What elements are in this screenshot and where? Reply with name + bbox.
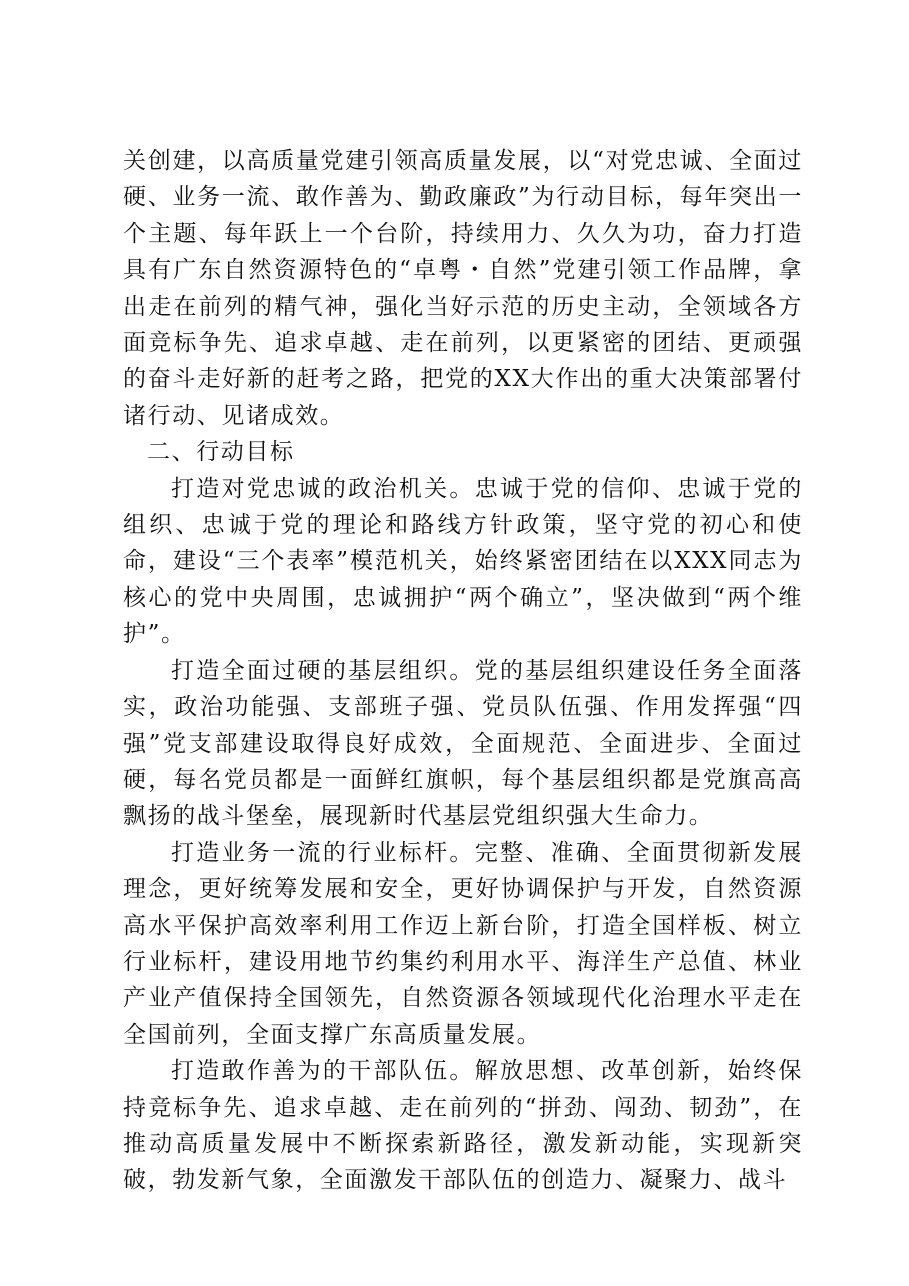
paragraph-industry-benchmark: 打造业务一流的行业标杆。完整、准确、全面贯彻新发展理念，更好统筹发展和安全，更好协调保护与开发，自然资源高水平保护高效率利用工作迈上新台阶，打造全国样板、树立行业标杆，建设用地节约集约利用水平、海洋生产总值、林业产业产值保持全国领先，自然资源各领域现代化治理水平走在全国前列，全面支撑广东高质量发展。 — [123, 839, 803, 1048]
paragraph-intro-continuation: 关创建，以高质量党建引领高质量发展，以“对党忠诚、全面过硬、业务一流、敢作善为、勤政廉政”为行动目标，每年突出一个主题、每年跃上一个台阶，持续用力、久久为功，奋力打造具有广东自然资源特色的“卓粤・自然”党建引领工作品牌，拿出走在前列的精气神，强化当好示范的历史主动，全领域各方面竞标争先、追求卓越、走在前列，以更紧密的团结、更顽强的奋斗走好新的赶考之路，把党的XX大作出的重大决策部署付诸行动、见诸成效。 — [123, 148, 803, 429]
paragraph-grassroots-organization: 打造全面过硬的基层组织。党的基层组织建设任务全面落实，政治功能强、支部班子强、党员队伍强、作用发挥强“四强”党支部建设取得良好成效，全面规范、全面进步、全面过硬，每名党员都是一面鲜红旗帜，每个基层组织都是党旗高高飘扬的战斗堡垒，展现新时代基层党组织强大生命力。 — [123, 657, 803, 830]
section-heading-action-goals: 二、行动目标 — [147, 439, 295, 466]
paragraph-political-organ: 打造对党忠诚的政治机关。忠诚于党的信仰、忠诚于党的组织、忠诚于党的理论和路线方针政策，坚守党的初心和使命，建设“三个表率”模范机关，始终紧密团结在以XXX同志为核心的党中央周围，忠诚拥护“两个确立”，坚决做到“两个维护”。 — [123, 475, 803, 648]
paragraph-cadre-team: 打造敢作善为的干部队伍。解放思想、改革创新，始终保持竞标争先、追求卓越、走在前列的“拼劲、闯劲、韧劲”，在推动高质量发展中不断探索新路径，激发新动能，实现新突破，勃发新气象，全面激发干部队伍的创造力、凝聚力、战斗 — [123, 1058, 803, 1194]
document-body — [123, 143, 803, 1199]
